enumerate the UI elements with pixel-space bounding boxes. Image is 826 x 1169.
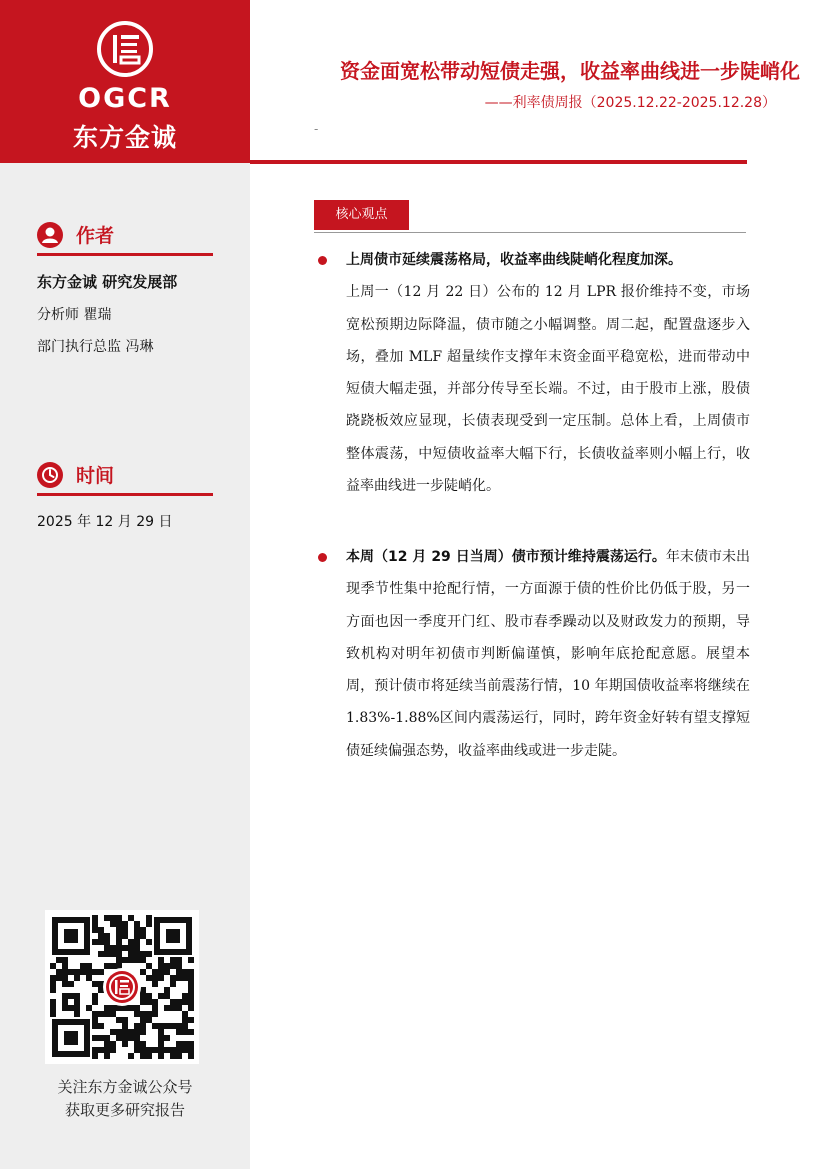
key-point-1-body: 上周一（12 月 22 日）公布的 12 月 LPR 报价维持不变，市场宽松预期边际降温，债市随之小幅调整。周二起，配置盘逐步入场，叠加 MLF 超量续作支撑年末资金面平稳宽松，进而带动中短债大幅走强，并部分传导至长端。不过，由于股市上涨，股债跷跷板效应显现，长债表现受到一定压制。总体上看，上周债市整体震荡，中短债收益率大幅下行，长债收益率则小幅上行，收益率曲线进一步陡峭化。 (346, 284, 750, 495)
qr-code (45, 910, 199, 1064)
report-date: 2025 年 12 月 29 日 (37, 514, 173, 530)
qr-caption-line1: 关注东方金诚公众号 (57, 1078, 193, 1096)
brand-name: 东方金诚 (72, 123, 177, 152)
time-title: 时间 (76, 465, 115, 487)
brand-logo (0, 0, 250, 163)
author-director: 部门执行总监 冯琳 (37, 339, 154, 355)
bullet-1 (318, 256, 327, 265)
report-title: 资金面宽松带动短债走强，收益率曲线进一步陡峭化 (340, 59, 800, 83)
time-heading (37, 461, 114, 488)
clock-icon (37, 462, 63, 488)
author-title: 作者 (76, 225, 115, 247)
qr-code-icon (45, 910, 199, 1064)
key-points-rule (314, 232, 746, 233)
brand-abbr: OGCR (78, 83, 172, 114)
key-point-2-lead: 本周（12 月 29 日当周）债市预计维持震荡运行。 (346, 549, 666, 565)
author-heading (37, 221, 114, 248)
header-mark: - (314, 122, 319, 136)
author-org: 东方金诚 研究发展部 (37, 273, 178, 291)
qr-caption-line2: 获取更多研究报告 (64, 1101, 185, 1119)
bullet-2 (318, 553, 327, 562)
key-point-1-lead: 上周债市延续震荡格局，收益率曲线陡峭化程度加深。 (346, 252, 682, 268)
key-point-2 (346, 541, 750, 767)
author-analyst: 分析师 瞿瑞 (37, 307, 112, 323)
person-icon (37, 222, 63, 248)
key-point-2-body: 年末债市未出现季节性集中抢配行情，一方面源于债的性价比仍低于股，另一方面也因一季度开门红、股市春季躁动以及财政发力的预期，导致机构对明年初债市判断偏谨慎，影响年底抢配意愿。展望本周，预计债市将延续当前震荡行情，10 年期国债收益率将继续在1.83%-1.88%区间内震荡运行，同时，跨年资金好转有望支撑短债延续偏强态势，收益率曲线或进一步走陡。 (346, 549, 750, 759)
key-points-tag: 核心观点 (314, 200, 409, 230)
header-divider (250, 160, 747, 164)
report-subtitle: ——利率债周报（2025.12.22-2025.12.28） (484, 95, 776, 111)
key-point-1 (346, 244, 750, 502)
ogcr-logo-icon (96, 20, 154, 78)
time-rule (37, 493, 213, 496)
author-rule (37, 253, 213, 256)
